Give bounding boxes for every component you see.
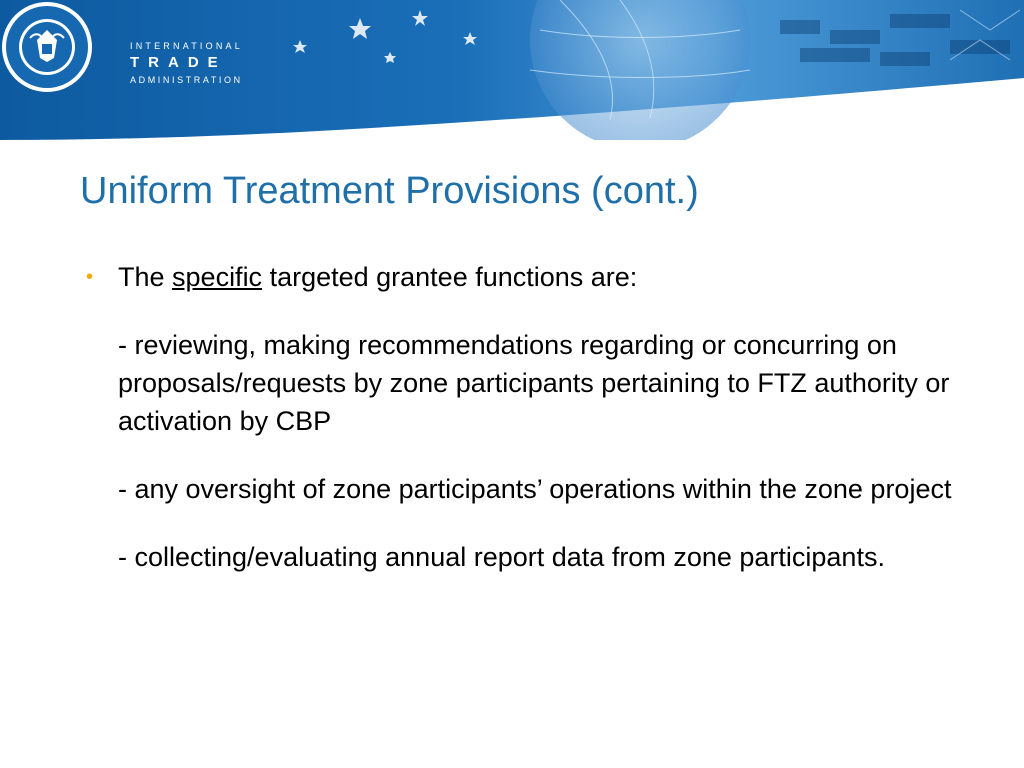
- bullet-emphasis: specific: [172, 262, 263, 292]
- slide-title: Uniform Treatment Provisions (cont.): [80, 170, 699, 212]
- bullet-suffix: targeted grantee functions are:: [262, 262, 638, 292]
- bullet-prefix: The: [118, 262, 173, 292]
- org-line-1: INTERNATIONAL: [130, 41, 243, 51]
- main-bullet: [80, 258, 960, 296]
- org-line-2: TRADE: [130, 54, 227, 71]
- commerce-seal-logo: [0, 0, 94, 94]
- header-banner: [0, 0, 1024, 140]
- ita-wordmark: [130, 40, 243, 86]
- slide-content: [80, 258, 960, 576]
- sub-item-oversight: - any oversight of zone participants’ operations within the zone project: [118, 474, 952, 504]
- bullet-dot-icon: •: [86, 266, 94, 288]
- sub-item-collecting: - collecting/evaluating annual report data from zone participants.: [118, 542, 885, 572]
- sub-item-reviewing: - reviewing, making recommendations regarding or concurring on proposals/requests by zone participants pertaining to FTZ authority or activation by CBP: [118, 330, 950, 436]
- org-line-3: ADMINISTRATION: [130, 75, 243, 85]
